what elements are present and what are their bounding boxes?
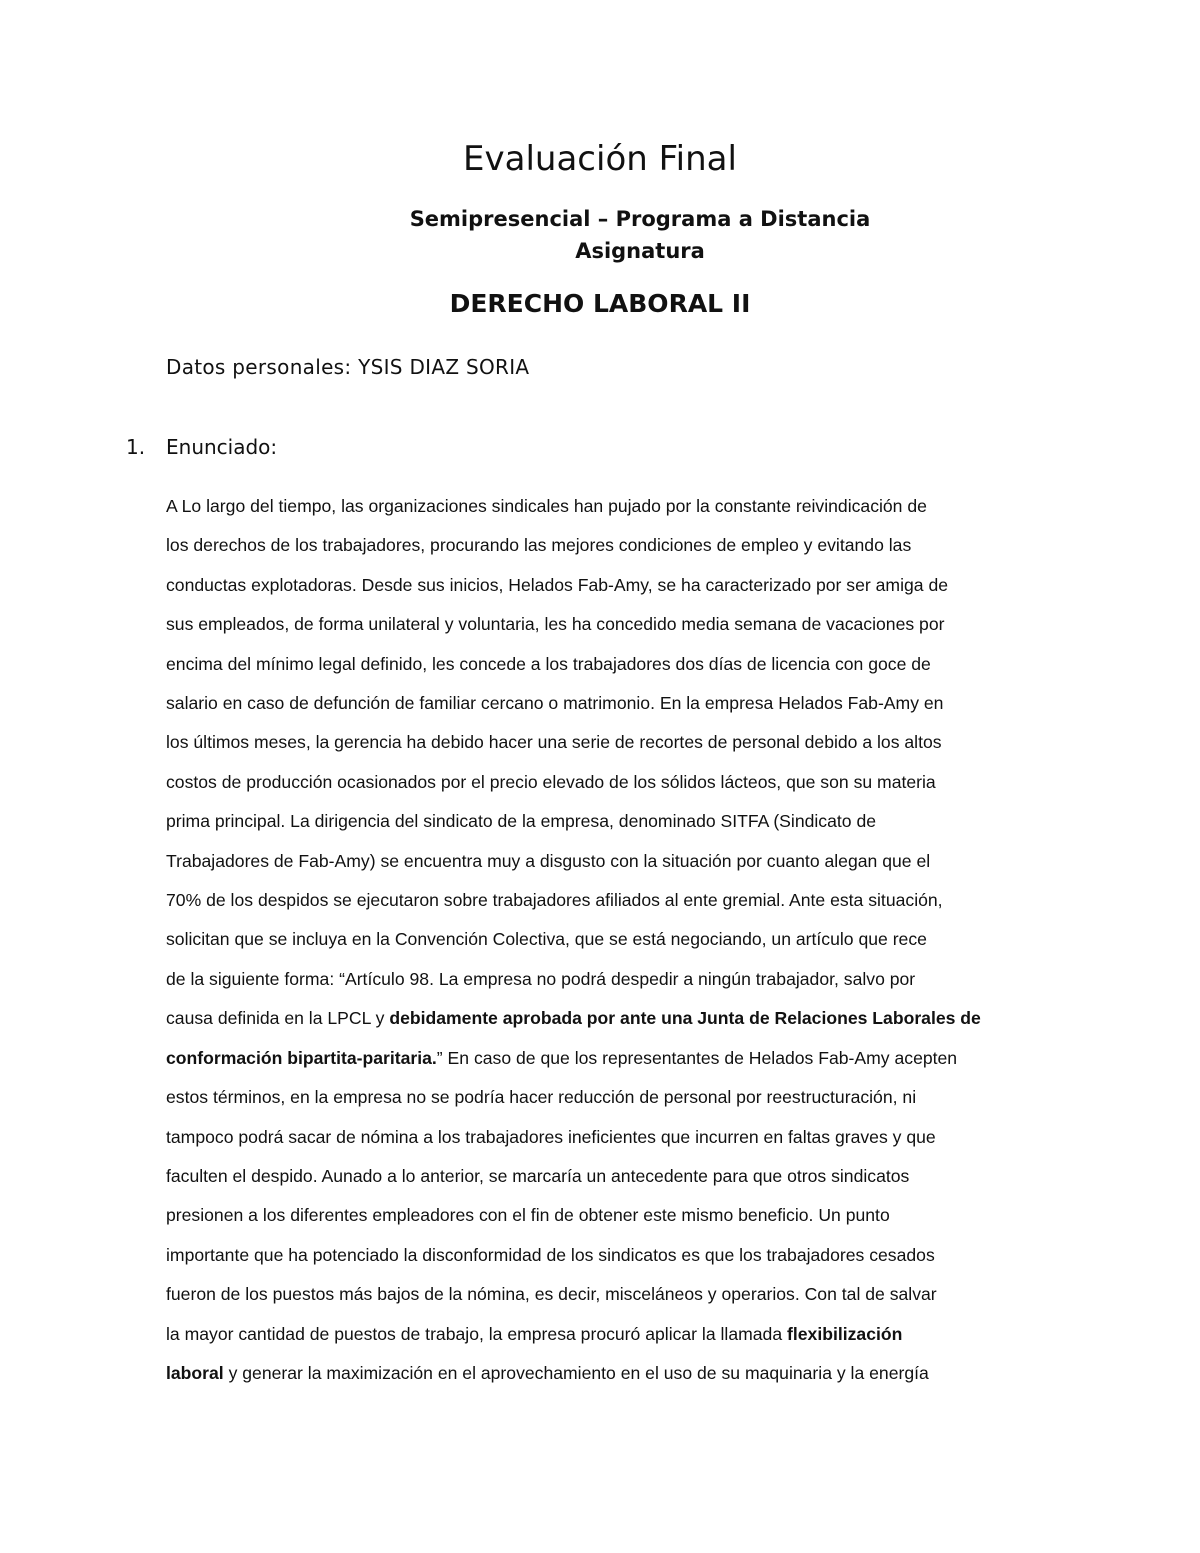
paragraph-line — [166, 881, 1046, 920]
text-segment: sus empleados, de forma unilateral y voluntaria, les ha concedido media semana de vacaciones por — [166, 614, 945, 635]
text-segment: los últimos meses, la gerencia ha debido hacer una serie de recortes de personal debido a los altos — [166, 732, 942, 753]
text-segment: de la siguiente forma: “Artículo 98. La empresa no podrá despedir a ningún trabajador, salvo por — [166, 968, 916, 989]
subtitle-program: Semipresencial – Programa a Distancia — [409, 207, 871, 231]
paragraph-line — [166, 605, 1046, 644]
text-segment: ” En caso de que los representantes de Helados Fab-Amy acepten — [436, 1047, 958, 1068]
text-segment: importante que ha potenciado la disconformidad de los sindicatos es que los trabajadores cesados — [166, 1244, 935, 1265]
paragraph-line — [166, 1354, 1046, 1393]
bold-text: laboral — [166, 1362, 224, 1383]
text-segment: tampoco podrá sacar de nómina a los trabajadores ineficientes que incurren en faltas graves y que — [166, 1126, 936, 1147]
statement-paragraph — [166, 487, 1046, 1393]
document-subtitle — [360, 203, 920, 267]
paragraph-line — [166, 1275, 1046, 1314]
paragraph-line — [166, 645, 1046, 684]
paragraph-line — [166, 566, 1046, 605]
paragraph-line — [166, 920, 1046, 959]
document-title: Evaluación Final — [463, 139, 737, 179]
bold-text: conformación bipartita-paritaria. — [166, 1047, 437, 1068]
text-segment: y generar la maximización en el aprovechamiento en el uso de su maquinaria y la energía — [223, 1362, 929, 1383]
section-number: 1. — [126, 435, 146, 459]
course-name: DERECHO LABORAL II — [449, 289, 751, 318]
text-segment: la mayor cantidad de puestos de trabajo, la empresa procuró aplicar la llamada — [166, 1323, 788, 1344]
text-segment: estos términos, en la empresa no se podría hacer reducción de personal por reestructuración, ni — [166, 1087, 917, 1108]
text-segment: Trabajadores de Fab-Amy) se encuentra muy a disgusto con la situación por cuanto alegan que el — [166, 850, 931, 871]
paragraph-line — [166, 1157, 1046, 1196]
text-segment: A Lo largo del tiempo, las organizaciones sindicales han pujado por la constante reivindicación de — [166, 496, 927, 516]
paragraph-line — [166, 723, 1046, 762]
paragraph-line — [166, 802, 1046, 841]
text-segment: presionen a los diferentes empleadores con el fin de obtener este mismo beneficio. Un punto — [166, 1205, 890, 1226]
bold-text: debidamente aprobada por ante una Junta de Relaciones Laborales de — [389, 1008, 981, 1029]
text-segment: encima del mínimo legal definido, les concede a los trabajadores dos días de licencia con goce de — [166, 653, 931, 674]
text-segment: faculten el despido. Aunado a lo anterior, se marcaría un antecedente para que otros sindicatos — [166, 1165, 910, 1186]
paragraph-line — [166, 1118, 1046, 1157]
paragraph-line — [166, 684, 1046, 723]
section-title: Enunciado: — [166, 435, 278, 459]
section-heading — [126, 432, 277, 462]
paragraph-line — [166, 487, 1046, 526]
paragraph-line — [166, 1196, 1046, 1235]
bold-text: flexibilización — [787, 1323, 903, 1344]
paragraph-line — [166, 999, 1046, 1038]
subtitle-asignatura: Asignatura — [575, 239, 705, 263]
paragraph-line — [166, 842, 1046, 881]
text-segment: solicitan que se incluya en la Convención Colectiva, que se está negociando, un artículo que rece — [166, 929, 927, 950]
paragraph-line — [166, 1078, 1046, 1117]
text-segment: causa definida en la LPCL y — [166, 1008, 390, 1029]
paragraph-line — [166, 526, 1046, 565]
text-segment: costos de producción ocasionados por el precio elevado de los sólidos lácteos, que son su materia — [166, 771, 936, 792]
personal-data: Datos personales: YSIS DIAZ SORIA — [166, 355, 530, 379]
text-segment: los derechos de los trabajadores, procurando las mejores condiciones de empleo y evitando las — [166, 535, 912, 556]
text-segment: fueron de los puestos más bajos de la nómina, es decir, misceláneos y operarios. Con tal de salvar — [166, 1284, 937, 1305]
text-segment: conductas explotadoras. Desde sus inicios, Helados Fab-Amy, se ha caracterizado por ser amiga de — [166, 574, 949, 595]
paragraph-line — [166, 1315, 1046, 1354]
text-segment: prima principal. La dirigencia del sindicato de la empresa, denominado SITFA (Sindicato de — [166, 811, 877, 832]
text-segment: 70% de los despidos se ejecutaron sobre trabajadores afiliados al ente gremial. Ante esta situación, — [166, 890, 943, 911]
paragraph-line — [166, 1236, 1046, 1275]
paragraph-line — [166, 763, 1046, 802]
text-segment: salario en caso de defunción de familiar cercano o matrimonio. En la empresa Helados Fab-Amy en — [166, 693, 944, 714]
paragraph-line — [166, 960, 1046, 999]
paragraph-line — [166, 1039, 1046, 1078]
